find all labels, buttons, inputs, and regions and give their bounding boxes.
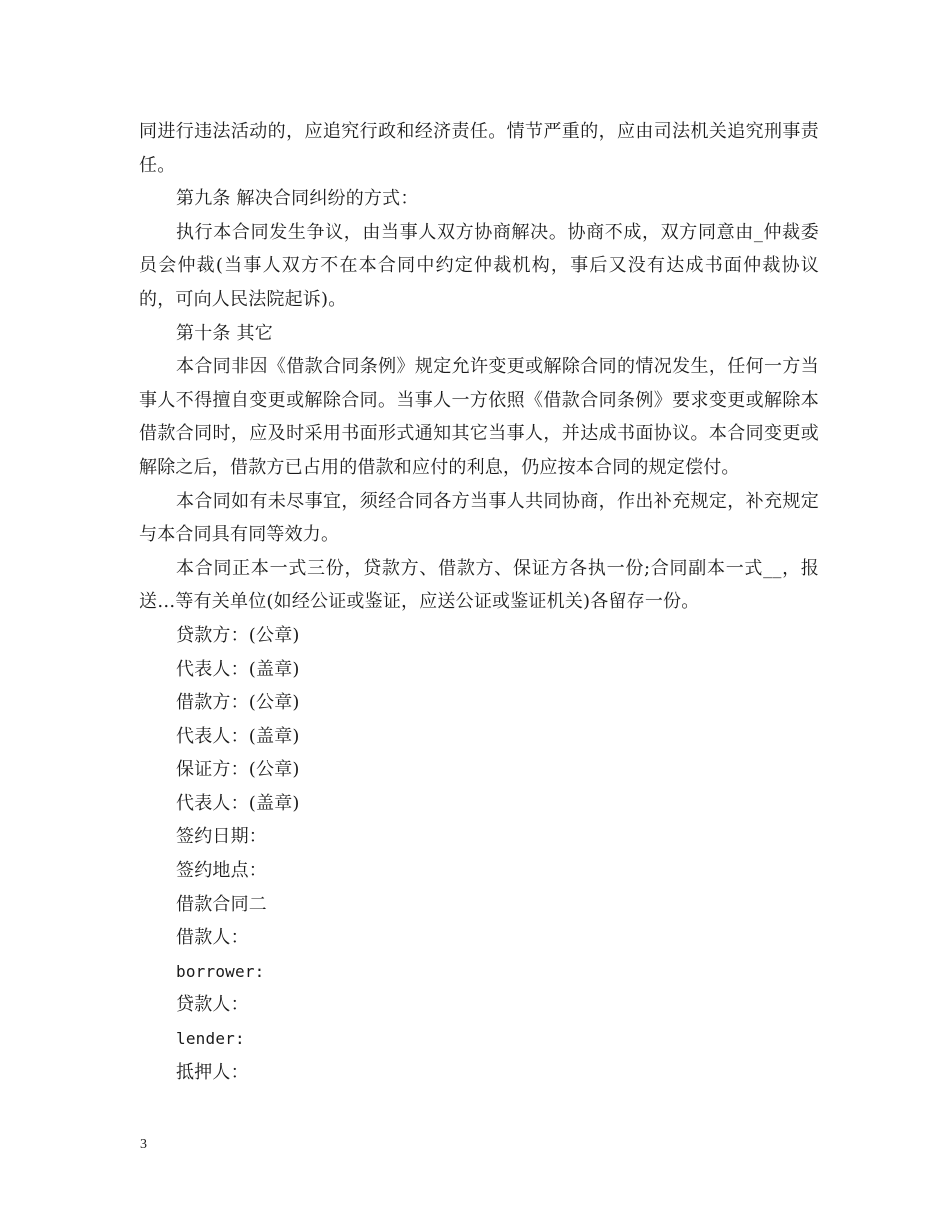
paragraph-contract-changes: 本合同非因《借款合同条例》规定允许变更或解除合同的情况发生，任何一方当事人不得擅自变更或解除合同。当事人一方依照《借款合同条例》要求变更或解除本借款合同时，应及时采用书面形式通知其它当事人，并达成书面协议。本合同变更或解除之后，借款方已占用的借款和应付的利息，仍应按本合同的规定偿付。 — [139, 356, 819, 478]
document-body — [139, 115, 819, 1089]
guarantor-seal-line: 保证方：(公章) — [176, 759, 300, 781]
paragraph-liability-continuation: 同进行违法活动的，应追究行政和经济责任。情节严重的，应由司法机关追究刑事责任。 — [139, 121, 819, 176]
borrower-representative-line: 代表人：(盖章) — [176, 725, 300, 747]
signing-place-line: 签约地点： — [176, 860, 267, 882]
paragraph-dispute-resolution: 执行本合同发生争议，由当事人双方协商解决。协商不成，双方同意由_仲裁委员会仲裁(当事人双方不在本合同中约定仲裁机构，事后又没有达成书面仲裁协议的，可向人民法院起诉)。 — [139, 221, 819, 310]
lender-english-label: lender: — [176, 1029, 245, 1049]
borrower-seal-line: 借款方：(公章) — [176, 692, 300, 714]
lender-seal-line: 贷款方：(公章) — [176, 624, 300, 646]
paragraph-copies: 本合同正本一式三份，贷款方、借款方、保证方各执一份;合同副本一式__，报送…等有关单位(如经公证或鉴证，应送公证或鉴证机关)各留存一份。 — [139, 557, 819, 613]
signing-date-line: 签约日期： — [176, 826, 267, 848]
article-nine-heading: 第九条 解决合同纠纷的方式： — [176, 188, 419, 210]
lender-representative-line: 代表人：(盖章) — [176, 658, 300, 680]
mortgagor-field-label: 抵押人： — [176, 1061, 249, 1083]
guarantor-representative-line: 代表人：(盖章) — [176, 792, 300, 814]
lender-field-label: 贷款人： — [176, 994, 249, 1016]
paragraph-supplementary-provisions: 本合同如有未尽事宜，须经合同各方当事人共同协商，作出补充规定，补充规定与本合同具有同等效力。 — [139, 490, 819, 546]
borrower-english-label: borrower: — [176, 961, 265, 981]
borrower-field-label: 借款人： — [176, 927, 249, 949]
article-ten-heading: 第十条 其它 — [176, 322, 273, 344]
contract-two-heading: 借款合同二 — [176, 893, 267, 915]
page-number: 3 — [140, 1137, 147, 1152]
